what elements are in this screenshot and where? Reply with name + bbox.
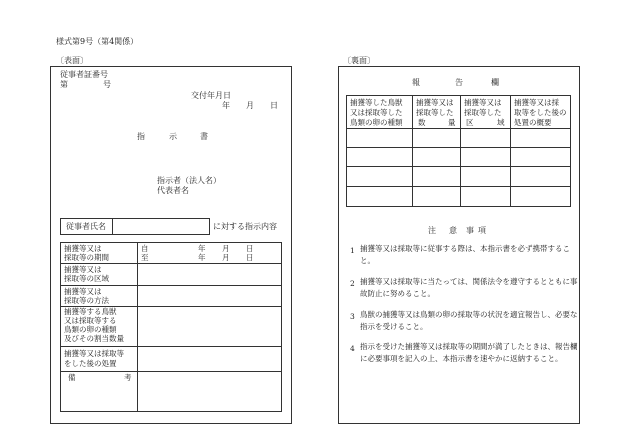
notes-title-1: 注 xyxy=(428,226,436,235)
col3-header-3: 区 xyxy=(466,118,474,127)
doc-title-1: 指 xyxy=(137,132,145,141)
col4-header-3: 処置の概要 xyxy=(514,118,552,127)
period-from: 自 xyxy=(141,244,149,253)
row-species-label-4: 及びその割当数量 xyxy=(64,334,124,343)
row-species-label-1: 捕獲等する鳥獣 xyxy=(64,307,117,316)
row-remarks-label-1: 備 xyxy=(68,373,76,382)
issue-month: 月 xyxy=(246,101,254,110)
row-method-label-1: 捕獲等又は xyxy=(64,287,102,296)
row-species-label-3: 鳥類の卵の種類 xyxy=(64,325,117,334)
col4-header-1: 捕獲等又は採 xyxy=(514,98,559,107)
instructions-for-label: に対する指示内容 xyxy=(213,222,277,231)
notes-title-4: 項 xyxy=(478,226,486,235)
col2-header-2: 採取等した xyxy=(416,108,454,117)
col4-header-2: 取等をした後の xyxy=(514,108,567,117)
issue-day: 日 xyxy=(270,101,278,110)
period-to: 至 xyxy=(141,253,149,262)
note-1-num: 1 xyxy=(350,246,355,255)
from-day: 日 xyxy=(246,244,254,253)
col1-header-3: 鳥類の卵の種類 xyxy=(350,118,403,127)
row-area-label-2: 採取等の区域 xyxy=(64,274,109,283)
issue-date-label: 交付年月日 xyxy=(191,91,231,100)
issuer-label: 指示者（法人名） xyxy=(157,176,221,185)
note-2-text: 捕獲等又は採取等に当たっては、関係法令を遵守するとともに事故防止に努めること。 xyxy=(360,277,578,298)
col1-header-1: 捕獲等した鳥獣 xyxy=(350,98,403,107)
note-3-text: 鳥獣の捕獲等又は鳥類の卵の採取等の状況を適宜報告し、必要な指示を受けること。 xyxy=(360,310,578,331)
col1-header-2: 又は採取等した xyxy=(350,108,403,117)
notes-title-2: 意 xyxy=(449,226,457,235)
cert-no-label: 従事者証番号 xyxy=(60,70,108,79)
from-year: 年 xyxy=(198,244,206,253)
row-treatment-label-2: をした後の処置 xyxy=(64,359,117,368)
notes-title-3: 事 xyxy=(466,226,474,235)
doc-title-3: 書 xyxy=(200,132,208,141)
issue-year: 年 xyxy=(222,101,230,110)
row-species-label-2: 又は採取等する xyxy=(64,316,117,325)
note-1-text: 捕獲等又は採取等に従事する際は、本指示書を必ず携帯すること。 xyxy=(360,244,570,265)
col2-header-4: 量 xyxy=(448,118,456,127)
representative-label: 代表者名 xyxy=(157,186,189,195)
from-month: 月 xyxy=(222,244,230,253)
cert-go: 号 xyxy=(103,80,111,89)
cert-dai: 第 xyxy=(60,80,68,89)
doc-title-2: 示 xyxy=(169,132,177,141)
front-section-label: 〔表面〕 xyxy=(56,56,88,65)
col3-header-2: 採取等した xyxy=(464,108,502,117)
row-period-label-2: 採取等の期間 xyxy=(64,253,109,262)
to-day: 日 xyxy=(246,253,254,262)
to-year: 年 xyxy=(198,253,206,262)
to-month: 月 xyxy=(222,253,230,262)
row-remarks-label-2: 考 xyxy=(124,373,132,382)
note-4-text: 指示を受けた捕獲等又は採取等の期間が満了したときは、報告欄に必要事項を記入の上、本指示書を速やかに返納すること。 xyxy=(360,342,578,363)
col2-header-3: 数 xyxy=(418,118,426,127)
report-title-1: 報 xyxy=(412,78,420,87)
col3-header-1: 捕獲等又は xyxy=(464,98,502,107)
col2-header-1: 捕獲等又は xyxy=(416,98,454,107)
row-period-label-1: 捕獲等又は xyxy=(64,244,102,253)
col3-header-4: 域 xyxy=(497,118,505,127)
row-area-label-1: 捕獲等又は xyxy=(64,265,102,274)
row-treatment-label-1: 捕獲等又は採取等 xyxy=(64,349,124,358)
note-2-num: 2 xyxy=(350,279,355,288)
worker-name-label: 従事者氏名 xyxy=(66,222,106,231)
report-title-3: 欄 xyxy=(491,78,499,87)
report-title-2: 告 xyxy=(455,78,463,87)
note-4-num: 4 xyxy=(350,344,355,353)
row-method-label-2: 採取等の方法 xyxy=(64,296,109,305)
note-3-num: 3 xyxy=(350,312,355,321)
form-id: 様式第9号（第4関係） xyxy=(56,37,139,46)
back-section-label: 〔裏面〕 xyxy=(343,56,375,65)
